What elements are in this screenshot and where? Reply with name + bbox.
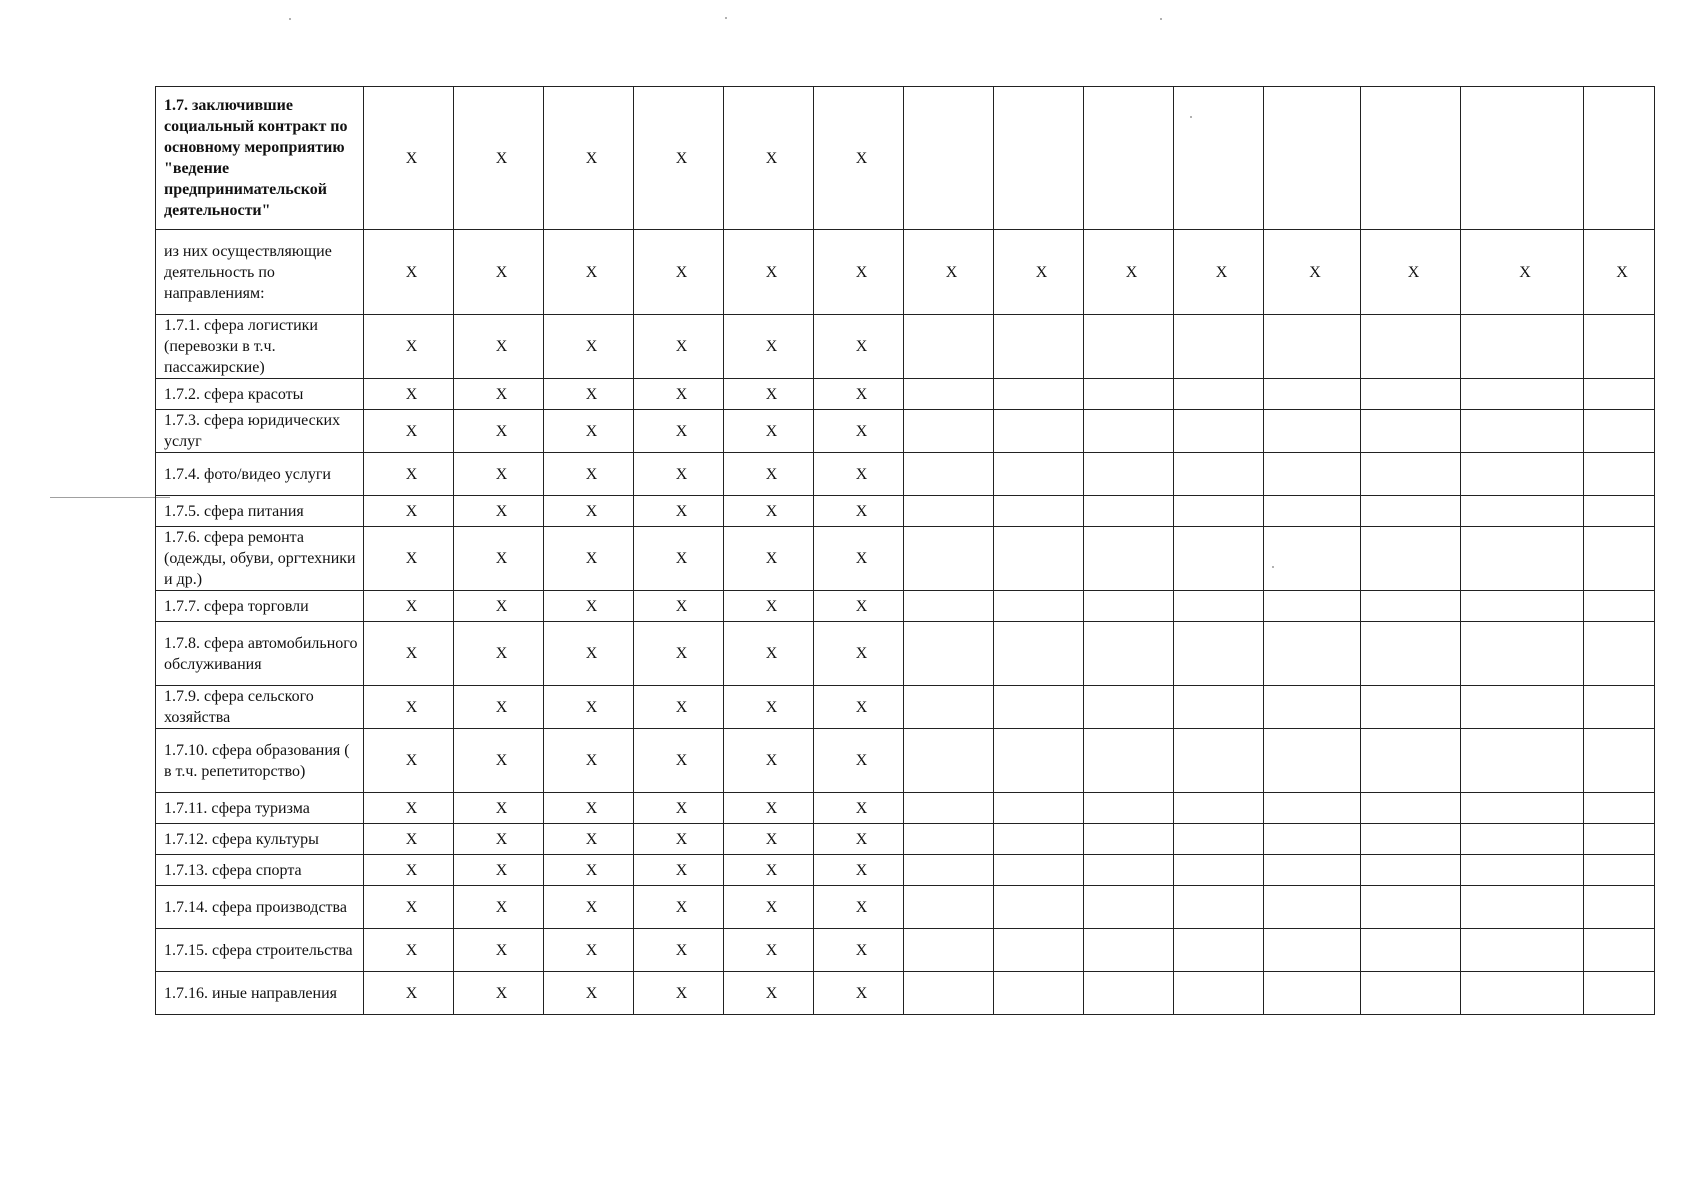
table-cell: X — [454, 87, 544, 230]
table-cell — [1084, 496, 1174, 527]
table-cell — [1461, 315, 1584, 379]
table-cell: X — [454, 379, 544, 410]
table-cell: X — [544, 622, 634, 686]
table-cell: X — [724, 315, 814, 379]
table-cell: X — [1084, 230, 1174, 315]
table-cell: X — [814, 315, 904, 379]
table-cell: X — [454, 855, 544, 886]
row-label: 1.7.2. сфера красоты — [156, 379, 364, 410]
table-cell — [1174, 527, 1264, 591]
table-cell — [904, 496, 994, 527]
table-cell — [1084, 379, 1174, 410]
table-cell — [1174, 410, 1264, 453]
table-cell: X — [544, 379, 634, 410]
table-cell — [1174, 886, 1264, 929]
table-cell: X — [454, 824, 544, 855]
table-cell: X — [724, 496, 814, 527]
table-cell — [1584, 729, 1655, 793]
table-cell — [1084, 855, 1174, 886]
table-cell — [994, 972, 1084, 1015]
table-cell: X — [634, 379, 724, 410]
table-cell: X — [364, 410, 454, 453]
table-row — [156, 496, 1655, 527]
table-cell — [1461, 886, 1584, 929]
table-cell — [1361, 972, 1461, 1015]
table-cell — [1461, 527, 1584, 591]
table-cell — [904, 793, 994, 824]
table-cell — [904, 686, 994, 729]
scan-speck — [289, 18, 291, 20]
row-label: 1.7.13. сфера спорта — [156, 855, 364, 886]
table-row — [156, 410, 1655, 453]
table-cell: X — [454, 929, 544, 972]
table-cell: X — [364, 824, 454, 855]
table-cell — [1264, 855, 1361, 886]
table-cell — [1174, 929, 1264, 972]
table-cell — [1361, 315, 1461, 379]
table-cell: X — [544, 824, 634, 855]
row-label: 1.7.16. иные направления — [156, 972, 364, 1015]
table-cell — [1361, 622, 1461, 686]
table-cell: X — [814, 929, 904, 972]
table-cell — [994, 729, 1084, 793]
table-cell — [994, 591, 1084, 622]
table-cell — [994, 929, 1084, 972]
table-cell: X — [364, 855, 454, 886]
table-cell: X — [634, 886, 724, 929]
table-body — [156, 87, 1655, 1015]
table-cell: X — [724, 824, 814, 855]
table-cell — [1584, 972, 1655, 1015]
table-cell — [1264, 87, 1361, 230]
table-cell — [904, 591, 994, 622]
table-cell — [1084, 453, 1174, 496]
table-cell — [1264, 793, 1361, 824]
table-cell: X — [814, 824, 904, 855]
table-cell: X — [634, 729, 724, 793]
table-row — [156, 855, 1655, 886]
table-cell: X — [1461, 230, 1584, 315]
table-cell: X — [724, 686, 814, 729]
table-cell — [1174, 855, 1264, 886]
table-cell: X — [634, 87, 724, 230]
table-cell: X — [454, 230, 544, 315]
table-cell — [1584, 855, 1655, 886]
table-cell — [904, 453, 994, 496]
table-cell — [904, 972, 994, 1015]
table-cell — [1084, 591, 1174, 622]
table-cell: X — [544, 496, 634, 527]
table-row — [156, 686, 1655, 729]
table-cell — [1264, 729, 1361, 793]
table-cell: X — [814, 855, 904, 886]
row-label: 1.7.14. сфера производства — [156, 886, 364, 929]
scan-artifact-line — [50, 497, 170, 498]
table-cell: X — [1264, 230, 1361, 315]
table-cell: X — [724, 87, 814, 230]
table-cell: X — [724, 972, 814, 1015]
table-cell: X — [364, 230, 454, 315]
table-cell: X — [634, 929, 724, 972]
table-cell: X — [634, 591, 724, 622]
table-cell: X — [724, 929, 814, 972]
table-cell: X — [364, 87, 454, 230]
table-cell — [994, 855, 1084, 886]
table-cell: X — [364, 886, 454, 929]
table-cell — [1361, 591, 1461, 622]
table-row — [156, 793, 1655, 824]
table-cell — [1461, 929, 1584, 972]
table-cell — [1174, 622, 1264, 686]
table-cell — [1584, 379, 1655, 410]
table-cell — [904, 527, 994, 591]
table-cell: X — [724, 453, 814, 496]
table-cell — [1461, 87, 1584, 230]
row-label: 1.7.12. сфера культуры — [156, 824, 364, 855]
table-cell: X — [454, 410, 544, 453]
table-cell: X — [364, 972, 454, 1015]
table-cell — [1174, 686, 1264, 729]
table-cell: X — [814, 379, 904, 410]
table-cell: X — [814, 591, 904, 622]
table-cell — [1461, 729, 1584, 793]
table-cell — [994, 453, 1084, 496]
table-cell: X — [544, 230, 634, 315]
table-cell — [1174, 453, 1264, 496]
row-label: 1.7.8. сфера автомобильного обслуживания — [156, 622, 364, 686]
table-cell: X — [544, 972, 634, 1015]
table-cell: X — [364, 453, 454, 496]
table-cell — [1264, 527, 1361, 591]
table-cell — [1174, 729, 1264, 793]
table-cell: X — [634, 972, 724, 1015]
table-cell: X — [814, 87, 904, 230]
table-cell: X — [1584, 230, 1655, 315]
table-cell: X — [454, 591, 544, 622]
table-cell — [1361, 686, 1461, 729]
table-cell — [1084, 793, 1174, 824]
table-row — [156, 230, 1655, 315]
table-cell — [1361, 855, 1461, 886]
table-cell — [994, 886, 1084, 929]
table-cell: X — [454, 686, 544, 729]
row-label: 1.7.7. сфера торговли — [156, 591, 364, 622]
table-cell — [1584, 87, 1655, 230]
table-cell — [1584, 929, 1655, 972]
row-label: 1.7. заключившие социальный контракт по основному мероприятию "ведение предпринимательской деятельности" — [156, 87, 364, 230]
table-cell: X — [544, 453, 634, 496]
table-cell: X — [814, 972, 904, 1015]
table-cell: X — [634, 496, 724, 527]
table-cell: X — [364, 315, 454, 379]
table-cell: X — [544, 729, 634, 793]
table-cell — [1174, 315, 1264, 379]
table-row — [156, 591, 1655, 622]
table-cell: X — [814, 729, 904, 793]
table-cell: X — [454, 453, 544, 496]
table-cell: X — [724, 855, 814, 886]
table-cell — [1264, 379, 1361, 410]
table-cell: X — [454, 315, 544, 379]
row-label: из них осуществляющие деятельность по направлениям: — [156, 230, 364, 315]
table-cell: X — [814, 410, 904, 453]
table-cell — [1361, 496, 1461, 527]
table-cell — [1084, 87, 1174, 230]
table-cell — [1264, 886, 1361, 929]
table-cell: X — [544, 315, 634, 379]
table-cell — [1584, 453, 1655, 496]
table-cell: X — [634, 686, 724, 729]
table-cell: X — [544, 686, 634, 729]
table-cell — [1174, 793, 1264, 824]
table-cell — [1584, 824, 1655, 855]
table-cell — [1264, 453, 1361, 496]
table-cell — [1084, 315, 1174, 379]
table-row — [156, 824, 1655, 855]
row-label: 1.7.5. сфера питания — [156, 496, 364, 527]
table-cell — [994, 410, 1084, 453]
table-cell — [904, 87, 994, 230]
table-cell: X — [634, 453, 724, 496]
table-cell — [1264, 622, 1361, 686]
table-cell: X — [814, 230, 904, 315]
table-cell — [904, 824, 994, 855]
table-cell — [1461, 972, 1584, 1015]
table-row — [156, 453, 1655, 496]
table-cell — [1084, 886, 1174, 929]
table-cell — [904, 729, 994, 793]
table-row — [156, 315, 1655, 379]
table-cell — [1084, 622, 1174, 686]
table-cell: X — [634, 315, 724, 379]
table-cell: X — [364, 793, 454, 824]
table-cell: X — [904, 230, 994, 315]
table-cell — [1084, 824, 1174, 855]
table-cell — [1461, 591, 1584, 622]
row-label: 1.7.6. сфера ремонта (одежды, обуви, оргтехники и др.) — [156, 527, 364, 591]
table-cell — [904, 410, 994, 453]
table-row — [156, 972, 1655, 1015]
table-cell — [1084, 686, 1174, 729]
table-cell — [1461, 686, 1584, 729]
table-cell — [1174, 87, 1264, 230]
table-cell: X — [454, 886, 544, 929]
table-cell: X — [724, 379, 814, 410]
table-cell — [1174, 591, 1264, 622]
table-cell: X — [724, 622, 814, 686]
table-cell: X — [634, 230, 724, 315]
table-cell — [1264, 929, 1361, 972]
table-cell: X — [364, 527, 454, 591]
table-cell: X — [814, 686, 904, 729]
table-cell: X — [364, 686, 454, 729]
scan-speck — [725, 17, 727, 19]
table-cell: X — [544, 591, 634, 622]
table-cell: X — [364, 729, 454, 793]
table-cell — [1461, 855, 1584, 886]
table-cell: X — [724, 729, 814, 793]
table-cell — [1174, 972, 1264, 1015]
table-row — [156, 622, 1655, 686]
table-cell — [1584, 886, 1655, 929]
table-cell — [1461, 453, 1584, 496]
table-cell — [1584, 496, 1655, 527]
table-cell — [1461, 793, 1584, 824]
table-row — [156, 527, 1655, 591]
table-cell — [1584, 793, 1655, 824]
table-cell — [904, 929, 994, 972]
table-cell — [1174, 379, 1264, 410]
table-cell — [1461, 410, 1584, 453]
table-cell: X — [634, 622, 724, 686]
table-cell — [1461, 622, 1584, 686]
table-cell: X — [454, 622, 544, 686]
table-row — [156, 379, 1655, 410]
table-cell — [1361, 410, 1461, 453]
table-cell — [904, 855, 994, 886]
table-cell — [1461, 496, 1584, 527]
table-cell — [904, 379, 994, 410]
table-cell — [1264, 972, 1361, 1015]
table-cell — [1084, 527, 1174, 591]
table-cell: X — [814, 793, 904, 824]
table-cell: X — [454, 729, 544, 793]
table-cell — [1084, 410, 1174, 453]
table-cell: X — [634, 410, 724, 453]
table-cell — [904, 315, 994, 379]
table-cell — [1084, 929, 1174, 972]
table-cell — [1584, 686, 1655, 729]
table-cell: X — [994, 230, 1084, 315]
table-cell — [1264, 410, 1361, 453]
table-cell: X — [634, 527, 724, 591]
data-table — [155, 86, 1655, 1015]
table-cell: X — [724, 410, 814, 453]
table-cell — [1361, 379, 1461, 410]
table-cell — [994, 87, 1084, 230]
table-cell: X — [544, 410, 634, 453]
table-cell: X — [364, 591, 454, 622]
table-cell: X — [364, 379, 454, 410]
table-cell: X — [544, 793, 634, 824]
row-label: 1.7.11. сфера туризма — [156, 793, 364, 824]
table-cell — [904, 886, 994, 929]
table-cell — [1361, 527, 1461, 591]
table-cell — [1361, 793, 1461, 824]
table-cell: X — [364, 929, 454, 972]
table-cell: X — [454, 793, 544, 824]
table-cell — [994, 527, 1084, 591]
table-cell: X — [724, 591, 814, 622]
table-row — [156, 929, 1655, 972]
table-cell — [904, 622, 994, 686]
table-cell: X — [454, 496, 544, 527]
table-cell — [994, 686, 1084, 729]
table-cell — [1361, 729, 1461, 793]
table-cell: X — [634, 793, 724, 824]
scan-speck — [1160, 18, 1162, 20]
table-cell — [994, 496, 1084, 527]
table-cell: X — [814, 453, 904, 496]
row-label: 1.7.1. сфера логистики (перевозки в т.ч. пассажирские) — [156, 315, 364, 379]
table-cell: X — [634, 855, 724, 886]
table-cell: X — [364, 496, 454, 527]
table-cell: X — [724, 793, 814, 824]
table-cell — [1264, 496, 1361, 527]
table-cell — [1584, 527, 1655, 591]
table-cell — [1084, 972, 1174, 1015]
table-cell — [1361, 453, 1461, 496]
table-cell — [1264, 686, 1361, 729]
row-label: 1.7.15. сфера строительства — [156, 929, 364, 972]
table-cell — [1584, 315, 1655, 379]
table-row — [156, 729, 1655, 793]
table-cell: X — [634, 824, 724, 855]
table-cell: X — [1361, 230, 1461, 315]
table-cell: X — [814, 622, 904, 686]
table-cell: X — [544, 527, 634, 591]
table-cell — [1584, 410, 1655, 453]
row-label: 1.7.4. фото/видео услуги — [156, 453, 364, 496]
table-cell — [1461, 379, 1584, 410]
row-label: 1.7.10. сфера образования ( в т.ч. репетиторство) — [156, 729, 364, 793]
table-cell: X — [724, 527, 814, 591]
table-cell — [1361, 886, 1461, 929]
table-cell: X — [544, 929, 634, 972]
table-cell — [994, 315, 1084, 379]
table-row — [156, 87, 1655, 230]
table-cell: X — [1174, 230, 1264, 315]
table-cell: X — [364, 622, 454, 686]
table-cell — [994, 793, 1084, 824]
table-cell — [1264, 315, 1361, 379]
table-cell: X — [814, 496, 904, 527]
table-cell — [1361, 929, 1461, 972]
table-cell — [994, 379, 1084, 410]
table-cell — [1174, 824, 1264, 855]
table-cell: X — [814, 886, 904, 929]
table-cell — [1264, 591, 1361, 622]
table-cell: X — [454, 527, 544, 591]
table-cell — [1584, 591, 1655, 622]
table-cell — [1084, 729, 1174, 793]
table-cell — [1584, 622, 1655, 686]
table-cell — [994, 622, 1084, 686]
table-row — [156, 886, 1655, 929]
table-cell: X — [544, 886, 634, 929]
table-cell — [994, 824, 1084, 855]
table-cell — [1361, 87, 1461, 230]
table-cell — [1264, 824, 1361, 855]
row-label: 1.7.9. сфера сельского хозяйства — [156, 686, 364, 729]
row-label: 1.7.3. сфера юридических услуг — [156, 410, 364, 453]
table-cell: X — [814, 527, 904, 591]
table-cell: X — [544, 87, 634, 230]
table-cell — [1461, 824, 1584, 855]
table-cell — [1174, 496, 1264, 527]
table-cell: X — [724, 886, 814, 929]
table-cell: X — [724, 230, 814, 315]
table-cell: X — [454, 972, 544, 1015]
table-cell: X — [544, 855, 634, 886]
table-cell — [1361, 824, 1461, 855]
